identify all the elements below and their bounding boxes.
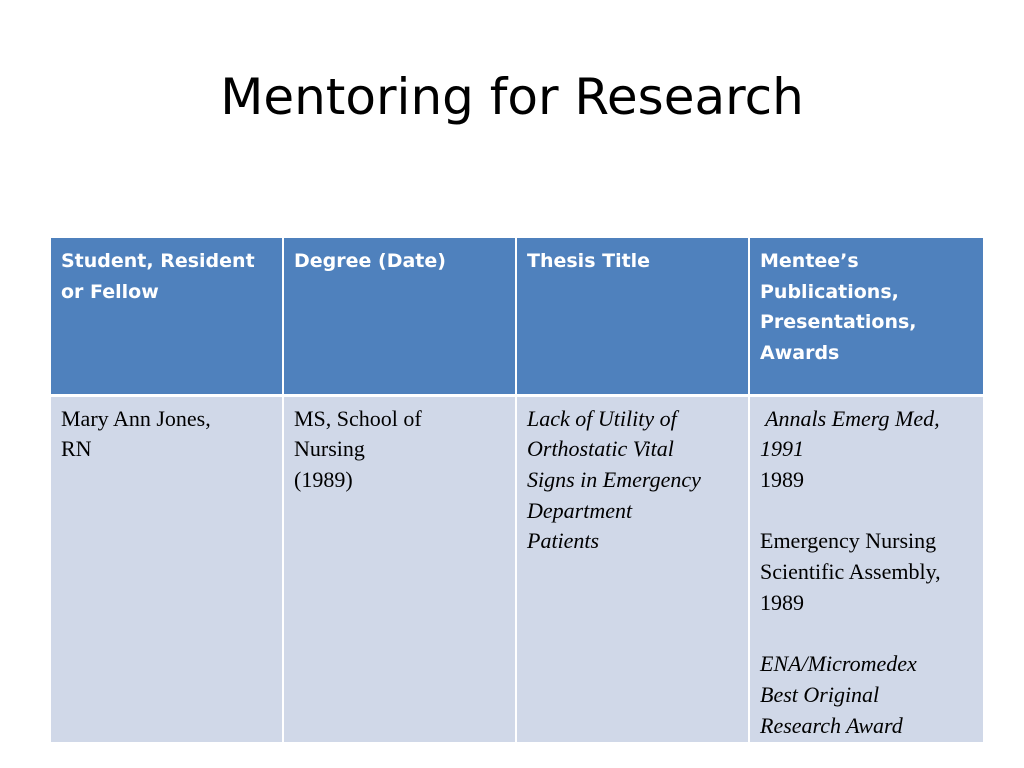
header-student bbox=[51, 238, 283, 395]
table-row bbox=[51, 395, 983, 742]
slide-title: Mentoring for Research bbox=[220, 68, 804, 126]
award-line: Best Original bbox=[760, 681, 880, 707]
header-mentee-line: Presentations, bbox=[760, 311, 917, 333]
mentoring-table bbox=[51, 238, 983, 742]
publication-year: 1989 bbox=[760, 466, 804, 492]
presentation-line: Emergency Nursing bbox=[760, 528, 937, 554]
header-mentee-line: Publications, bbox=[760, 280, 899, 303]
spacer bbox=[760, 618, 975, 649]
student-name-line: RN bbox=[61, 436, 92, 462]
student-name-line: Mary Ann Jones, bbox=[61, 405, 211, 431]
publication-line: 1991 bbox=[760, 436, 804, 462]
cell-student bbox=[51, 395, 283, 742]
award-line: Research Award bbox=[760, 712, 903, 738]
thesis-title-line: Patients bbox=[527, 528, 600, 554]
table-header-row bbox=[51, 238, 983, 395]
degree-line: MS, School of bbox=[294, 405, 422, 431]
presentation-line: 1989 bbox=[760, 589, 804, 615]
thesis-title-line: Lack of Utility of bbox=[527, 405, 677, 431]
thesis-title-line: Department bbox=[527, 497, 633, 523]
degree-line: (1989) bbox=[294, 466, 353, 492]
cell-thesis bbox=[516, 395, 749, 742]
publication-line: Annals Emerg Med, bbox=[760, 405, 940, 431]
cell-degree bbox=[283, 395, 516, 742]
header-thesis bbox=[516, 238, 749, 395]
header-mentee bbox=[749, 238, 983, 395]
header-student-line: or Fellow bbox=[61, 280, 159, 303]
thesis-title-line: Orthostatic Vital bbox=[527, 436, 674, 462]
cell-mentee bbox=[749, 395, 983, 742]
header-thesis-line: Thesis Title bbox=[527, 250, 651, 272]
header-mentee-line: Mentee’s bbox=[760, 250, 859, 272]
header-degree bbox=[283, 238, 516, 395]
header-student-line: Student, Resident bbox=[61, 250, 255, 272]
degree-line: Nursing bbox=[294, 436, 365, 462]
thesis-title-line: Signs in Emergency bbox=[527, 466, 701, 492]
spacer bbox=[760, 496, 975, 527]
presentation-line: Scientific Assembly, bbox=[760, 559, 941, 584]
award-line: ENA/Micromedex bbox=[760, 651, 917, 677]
header-degree-line: Degree (Date) bbox=[294, 250, 446, 272]
header-mentee-line: Awards bbox=[760, 341, 840, 364]
